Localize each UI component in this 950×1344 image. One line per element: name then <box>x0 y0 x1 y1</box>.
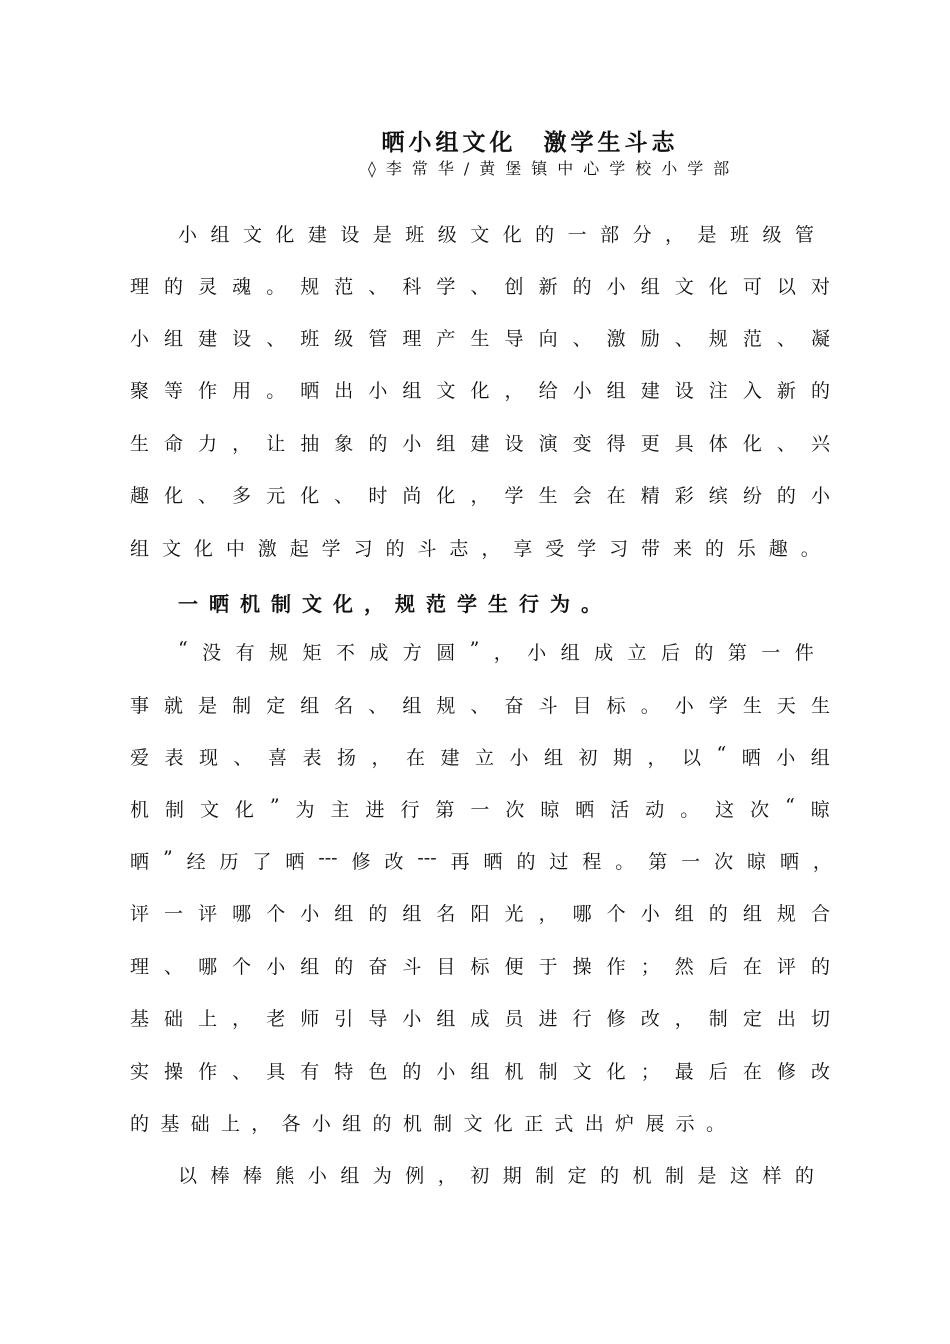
text-line: 趣 化 、 多 元 化 、 时 尚 化 ， 学 生 会 在 精 彩 缤 纷 的 小 <box>130 485 830 507</box>
article-title: 晒小组文化 激学生斗志 <box>381 129 679 156</box>
text-line: 的 基 础 上 ， 各 小 组 的 机 制 文 化 正 式 出 炉 展 示 。 <box>130 1113 725 1135</box>
text-line: 小 组 文 化 建 设 是 班 级 文 化 的 一 部 分 ， 是 班 级 管 <box>178 224 814 246</box>
text-line: 事 就 是 制 定 组 名 、 组 规 、 奋 斗 目 标 。 小 学 生 天 生 <box>130 695 830 717</box>
text-line: 小 组 建 设 、 班 级 管 理 产 生 导 向 、 激 励 、 规 范 、 凝 <box>130 328 830 350</box>
text-line: 评 一 评 哪 个 小 组 的 组 名 阳 光 ， 哪 个 小 组 的 组 规 合 <box>130 903 830 925</box>
section-heading: 一晒机制文化，规范学生行为。 <box>178 592 612 616</box>
text-line: 以 棒 棒 熊 小 组 为 例 ， 初 期 制 定 的 机 制 是 这 样 的 <box>178 1165 814 1187</box>
text-line: 生 命 力 ， 让 抽 象 的 小 组 建 设 演 变 得 更 具 体 化 、 兴 <box>130 433 830 455</box>
text-line: 聚 等 作 用 。 晒 出 小 组 文 化 ， 给 小 组 建 设 注 入 新 的 <box>130 380 830 402</box>
text-line: 理 的 灵 魂 。 规 范 、 科 学 、 创 新 的 小 组 文 化 可 以 对 <box>130 276 830 298</box>
text-line: 实 操 作 、 具 有 特 色 的 小 组 机 制 文 化 ； 最 后 在 修 改 <box>130 1061 830 1083</box>
text-line: 爱 表 现 、 喜 表 扬 ， 在 建 立 小 组 初 期 ， 以 “ 晒 小 组 <box>130 743 830 769</box>
text-line: 理 、 哪 个 小 组 的 奋 斗 目 标 便 于 操 作 ； 然 后 在 评 的 <box>130 956 830 978</box>
text-line: “ 没 有 规 矩 不 成 方 圆 ” ， 小 组 成 立 后 的 第 一 件 <box>178 638 814 664</box>
text-line: 基 础 上 ， 老 师 引 导 小 组 成 员 进 行 修 改 ， 制 定 出 切 <box>130 1008 830 1030</box>
text-line: 机 制 文 化 ” 为 主 进 行 第 一 次 晾 晒 活 动 。 这 次 “ 晾 <box>130 795 830 821</box>
article-byline: ◊李常华/黄堡镇中心学校小学部 <box>368 159 740 178</box>
text-line: 组 文 化 中 激 起 学 习 的 斗 志 ， 享 受 学 习 带 来 的 乐 趣 。 <box>130 538 820 560</box>
text-line: 晒 ” 经 历 了 晒 --- 修 改 --- 再 晒 的 过 程 。 第 一 次 晾 晒 ， <box>130 847 832 873</box>
